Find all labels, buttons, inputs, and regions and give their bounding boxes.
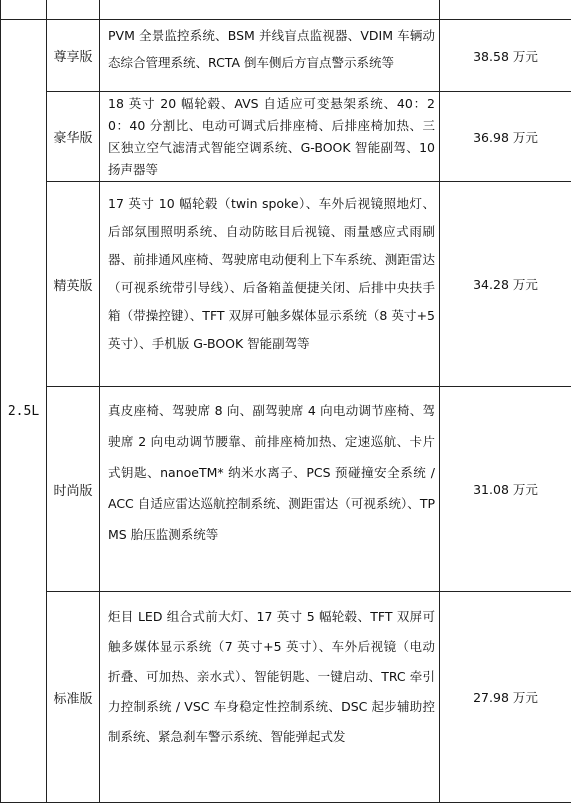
top-cell-features — [100, 0, 440, 20]
features-cell: 炬目 LED 组合式前大灯、17 英寸 5 幅轮毂、TFT 双屏可触多媒体显示系统（7 英寸+5 英寸）、车外后视镜（电动折叠、可加热、亲水式）、智能钥匙、一键启动、TRC 牵引力控制系统 / VSC 车身稳定性控制系统、DSC 起步辅助控制系统、紧急刹车警示系统、智能弹起式发 — [100, 592, 440, 803]
price-cell — [440, 387, 571, 592]
top-cell-trim — [47, 0, 100, 20]
price-cell — [440, 182, 571, 387]
table-row — [1, 182, 571, 387]
price-value: 34.28 万元 — [473, 275, 538, 293]
price-cell — [440, 592, 571, 803]
trim-cell — [47, 92, 100, 182]
trim-cell — [47, 182, 100, 387]
features-cell: 真皮座椅、驾驶席 8 向、副驾驶席 4 向电动调节座椅、驾驶席 2 向电动调节腰靠、前排座椅加热、定速巡航、卡片式钥匙、nanoeTM* 纳米水离子、PCS 预碰撞安全系统 / ACC 自适应雷达巡航控制系统、测距雷达（可视系统）、TPMS 胎压监测系统等 — [100, 387, 440, 592]
price-cell — [440, 92, 571, 182]
price-value: 27.98 万元 — [473, 688, 538, 706]
engine-cell — [1, 20, 47, 803]
trim-cell — [47, 20, 100, 92]
trim-cell — [47, 592, 100, 803]
table-row — [1, 20, 571, 92]
features-cell: 18 英寸 20 幅轮毂、AVS 自适应可变悬架系统、40：20：40 分割比、电动可调式后排座椅、后排座椅加热、三区独立空气滤清式智能空调系统、G-BOOK 智能副驾、10 扬声器等 — [100, 92, 440, 182]
price-value: 38.58 万元 — [473, 47, 538, 65]
engine-label: 2.5L — [8, 404, 39, 419]
price-value: 31.08 万元 — [473, 480, 538, 498]
trim-name: 精英版 — [53, 275, 92, 294]
table-row-top-cutoff — [1, 0, 571, 20]
table-row — [1, 592, 571, 803]
trim-cell — [47, 387, 100, 592]
table-row — [1, 387, 571, 592]
top-cell-engine — [1, 0, 47, 20]
trim-name: 时尚版 — [53, 480, 92, 499]
price-value: 36.98 万元 — [473, 128, 538, 146]
trim-name: 豪华版 — [53, 127, 92, 146]
top-cell-price — [440, 0, 571, 20]
trim-name: 标准版 — [53, 688, 92, 707]
features-cell: 17 英寸 10 幅轮毂（twin spoke）、车外后视镜照地灯、后部氛围照明系统、自动防眩目后视镜、雨量感应式雨刷器、前排通风座椅、驾驶席电动便利上下车系统、测距雷达（可视系统带引导线）、后备箱盖便捷关闭、后排中央扶手箱（带操控键）、TFT 双屏可触多媒体显示系统（8 英寸+5 英寸）、手机版 G-BOOK 智能副驾等 — [100, 182, 440, 387]
features-cell: PVM 全景监控系统、BSM 并线盲点监视器、VDIM 车辆动态综合管理系统、RCTA 倒车侧后方盲点警示系统等 — [100, 20, 440, 92]
table-row — [1, 92, 571, 182]
trim-name: 尊享版 — [53, 46, 92, 65]
price-cell — [440, 20, 571, 92]
